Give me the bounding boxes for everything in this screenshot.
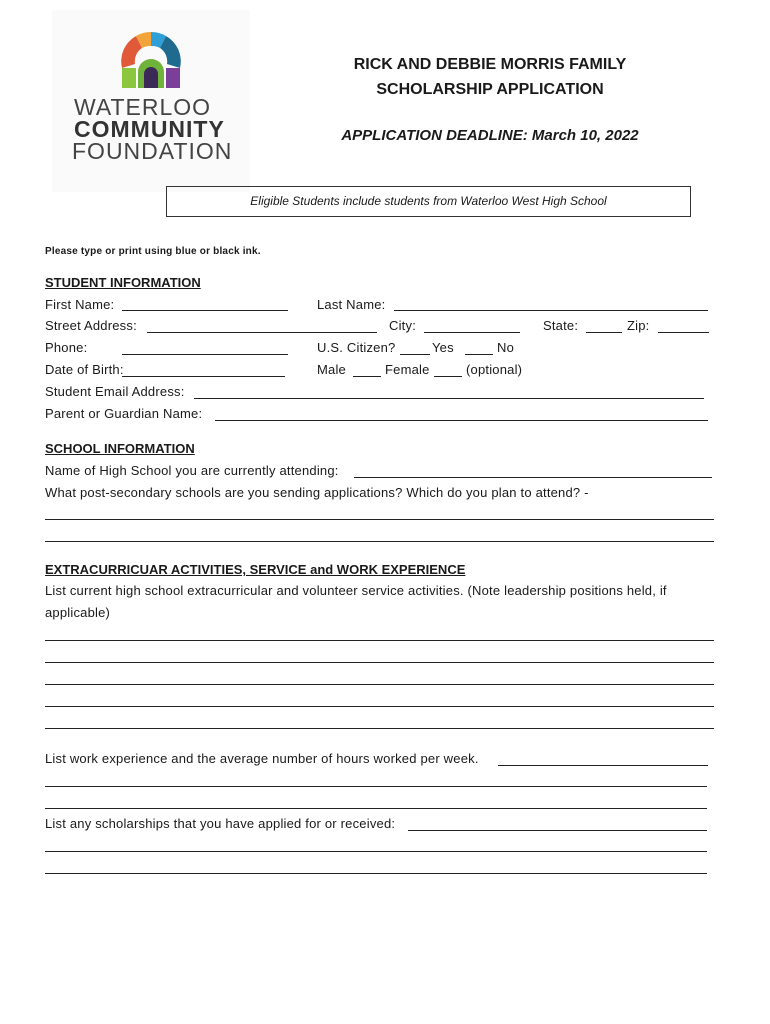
activities-label: List current high school extracurricular and volunteer service activities. (Note leadership positions held, if xyxy=(45,583,667,598)
activities-line-1[interactable] xyxy=(45,640,714,641)
activities-line-3[interactable] xyxy=(45,684,714,685)
work-line-1[interactable] xyxy=(45,786,707,787)
guardian-field[interactable] xyxy=(215,420,708,421)
post-secondary-label: What post-secondary schools are you sending applications? Which do you plan to attend? - xyxy=(45,485,589,500)
scholarships-line-1[interactable] xyxy=(45,851,707,852)
street-address-field[interactable] xyxy=(147,332,377,333)
male-label: Male xyxy=(317,362,346,377)
eligibility-box: Eligible Students include students from Waterloo West High School xyxy=(166,186,691,217)
citizen-yes-field[interactable] xyxy=(400,354,430,355)
optional-label: (optional) xyxy=(466,362,523,377)
post-secondary-line-2[interactable] xyxy=(45,541,714,542)
work-experience-field[interactable] xyxy=(498,765,708,766)
logo-arch-icon xyxy=(118,28,184,90)
logo-foundation: FOUNDATION xyxy=(72,138,233,164)
city-field[interactable] xyxy=(424,332,520,333)
zip-field[interactable] xyxy=(658,332,709,333)
citizen-label: U.S. Citizen? xyxy=(317,340,396,355)
post-secondary-line-1[interactable] xyxy=(45,519,714,520)
student-info-heading: STUDENT INFORMATION xyxy=(45,275,201,290)
last-name-field[interactable] xyxy=(394,310,708,311)
activities-line-2[interactable] xyxy=(45,662,714,663)
citizen-no-field[interactable] xyxy=(465,354,493,355)
foundation-logo xyxy=(52,10,250,192)
email-label: Student Email Address: xyxy=(45,384,185,399)
deadline: APPLICATION DEADLINE: March 10, 2022 xyxy=(341,127,639,144)
female-field[interactable] xyxy=(434,376,462,377)
logo-waterloo: WATERLOO xyxy=(74,94,212,120)
female-label: Female xyxy=(385,362,430,377)
dob-label: Date of Birth: xyxy=(45,362,124,377)
phone-field[interactable] xyxy=(122,354,288,355)
scholarships-field[interactable] xyxy=(408,830,707,831)
last-name-label: Last Name: xyxy=(317,297,386,312)
title-line2: SCHOLARSHIP APPLICATION xyxy=(376,81,604,98)
scholarships-line-2[interactable] xyxy=(45,873,707,874)
male-field[interactable] xyxy=(353,376,381,377)
city-label: City: xyxy=(389,318,416,333)
citizen-no-label: No xyxy=(497,340,515,355)
state-label: State: xyxy=(543,318,579,333)
high-school-field[interactable] xyxy=(354,477,712,478)
logo-community: COMMUNITY xyxy=(74,116,225,142)
phone-label: Phone: xyxy=(45,340,88,355)
dob-field[interactable] xyxy=(122,376,285,377)
work-line-2[interactable] xyxy=(45,808,707,809)
scholarships-label: List any scholarships that you have applied for or received: xyxy=(45,816,396,831)
first-name-label: First Name: xyxy=(45,297,115,312)
extracurricular-heading: EXTRACURRICUAR ACTIVITIES, SERVICE and WORK EXPERIENCE xyxy=(45,562,466,577)
email-field[interactable] xyxy=(194,398,704,399)
first-name-field[interactable] xyxy=(122,310,288,311)
street-address-label: Street Address: xyxy=(45,318,137,333)
high-school-label: Name of High School you are currently attending: xyxy=(45,463,339,478)
activities-line-5[interactable] xyxy=(45,728,714,729)
zip-label: Zip: xyxy=(627,318,650,333)
ink-instructions: Please type or print using blue or black ink. xyxy=(45,246,261,257)
title-line1: RICK AND DEBBIE MORRIS FAMILY xyxy=(353,56,627,73)
citizen-yes-label: Yes xyxy=(432,340,454,355)
state-field[interactable] xyxy=(586,332,622,333)
activities-label-cont: applicable) xyxy=(45,605,111,620)
school-info-heading: SCHOOL INFORMATION xyxy=(45,441,195,456)
activities-line-4[interactable] xyxy=(45,706,714,707)
guardian-label: Parent or Guardian Name: xyxy=(45,406,203,421)
work-experience-label: List work experience and the average number of hours worked per week. xyxy=(45,751,479,766)
